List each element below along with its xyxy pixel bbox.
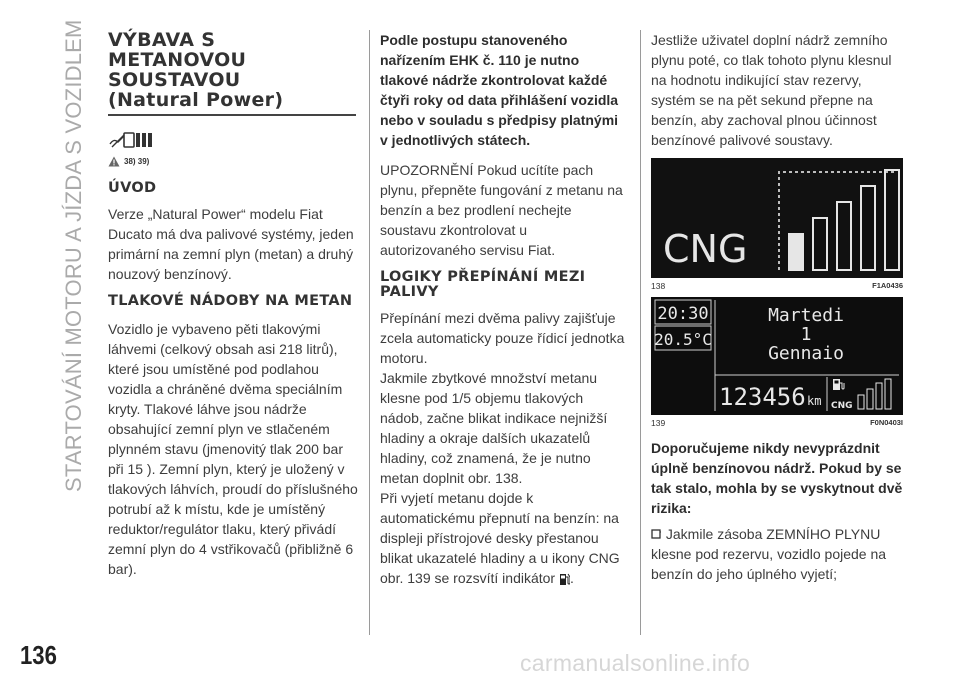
watermark: carmanualsonline.info	[520, 650, 751, 676]
cng-level-bar-1	[789, 234, 803, 270]
fuel-pump-icon	[559, 571, 570, 586]
odometer-unit: km	[807, 394, 822, 408]
warning-triangle-icon	[108, 156, 120, 167]
column-divider	[369, 30, 370, 635]
bullet-square-icon	[651, 529, 662, 540]
intro-text: Verze „Natural Power“ modelu Fiat Ducato má dva palivové systémy, jeden primární na zemní plyn (metan) a druhý nouzový benzínový.	[108, 206, 354, 282]
column-middle	[380, 30, 626, 588]
fuel-switch-text-3: Při vyjetí metanu dojde k automatickému přepnutí na benzín: na displeji přístrojové desky přestanou blikat ukazatelé hladiny a u ikony CNG obr. 139 se rozsvítí indikátor .	[380, 490, 620, 586]
display-day: Martedi	[768, 305, 844, 326]
column-divider	[640, 30, 641, 635]
inspection-regulation-text: Podle postupu stanoveného nařízením EHK č. 110 je nutno tlakové nádrže zkontrolovat každé čtyři roky od data přihlášení vozidla nebo v souladu s předpisy platnými v jednotlivých státech.	[380, 32, 619, 148]
refuel-text: Jestliže uživatel doplní nádrž zemního plynu poté, co tlak tohoto plynu klesnul na hodnotu indikující stav rezervy, systém se na pět sekund přepne na benzín, aby zachoval plnou účinnost benzínové palivové soustavy.	[651, 32, 892, 148]
figure-139-caption: 139 F0N0403I	[651, 418, 903, 428]
section-title: VÝBAVA S METANOVOU SOUSTAVOU (Natural Power)	[108, 30, 356, 116]
display-month: Gennaio	[768, 343, 844, 364]
dual-fuel-icon	[108, 128, 358, 152]
clock-time: 20:30	[657, 304, 709, 324]
outside-temperature: 20.5°C	[654, 330, 712, 349]
cng-label: CNG	[663, 227, 748, 271]
figure-138-caption: 138 F1A0436	[651, 281, 903, 291]
warning-references: 38) 39)	[108, 156, 358, 167]
tanks-text: Vozidlo je vybaveno pěti tlakovými láhvemi (celkový obsah asi 218 litrů), které jsou umístěné pod podlahou vozidla a chráněné dvěma speciálním kryty. Tlakové láhve jsou nádrže obsahující zemní plyn ve stlačeném plynném stavu (jmenovitý tlak 200 bar při 15 ). Zemní plyn, který je uložený v tlakových láhvích, proudí do příslušného potrubí až k místu, kde je umístěný reduktor/regulátor tlaku, který přivádí zemní plyn do 4 vstřikovačů (přibližně 6 bar).	[108, 321, 358, 577]
fuel-switch-heading: LOGIKY PŘEPÍNÁNÍ MEZI PALIVY	[380, 269, 586, 300]
page-number: 136	[20, 640, 57, 670]
recommendation-heading: Doporučujeme nikdy nevyprázdnit úplně benzínovou nádrž. Pokud by se tak stalo, mohla by se vyskytnout dvě rizika:	[651, 440, 903, 516]
display-date: 1	[800, 324, 812, 345]
tanks-heading: TLAKOVÉ NÁDOBY NA METAN	[108, 293, 353, 309]
fuel-switch-text-2: Jakmile zbytkové množství metanu klesne pod 1/5 objemu tlakových nádob, začne blikat indikace nejnižší hladiny a okraje dalších ukazatelů hladiny, což znamená, že je nutno metan doplnit obr. 138.	[380, 370, 608, 486]
intro-heading: ÚVOD	[108, 180, 157, 196]
recommendation-bullet: Jakmile zásoba ZEMNÍHO PLYNU klesne pod rezervu, vozidlo pojede na benzín do jeho úplného vyjetí;	[651, 526, 887, 582]
fuel-switch-text-1: Přepínání mezi dvěma palivy zajišťuje zcela automaticky pouze řídicí jednotka motoru.	[380, 310, 625, 366]
column-right	[651, 30, 903, 584]
figure-139-instrument-display	[651, 297, 903, 415]
gas-smell-notice: UPOZORNĚNÍ Pokud ucítíte pach plynu, přepněte fungování z metanu na benzín a bez prodlení nechejte soustavu zkontrolovat u autorizovaného servisu Fiat.	[380, 162, 623, 258]
figure-138-cng-level-display	[651, 158, 903, 278]
column-left	[108, 30, 358, 579]
chapter-sidebar-title: STARTOVÁNÍ MOTORU A JÍZDA S VOZIDLEM	[61, 19, 86, 492]
odometer-value: 123456	[719, 383, 806, 411]
display-cng-label: CNG	[831, 401, 853, 411]
